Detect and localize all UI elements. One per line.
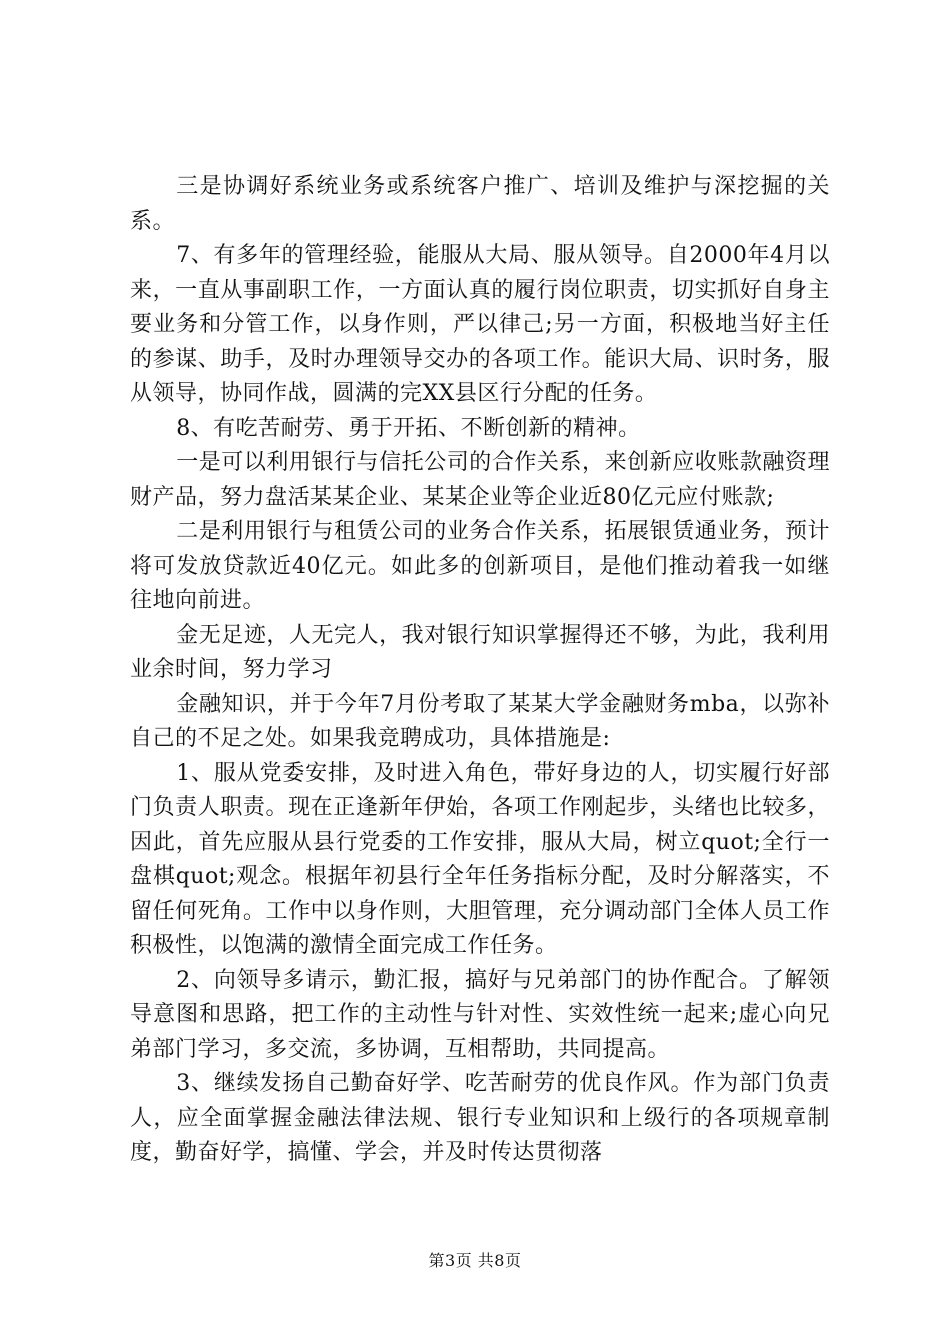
paragraph-8: 1、服从党委安排，及时进入角色，带好身边的人，切实履行好部门负责人职责。现在正逢新年伊始，各项工作刚起步，头绪也比较多，因此，首先应服从县行党委的工作安排，服从大局，树立quot;全行一盘棋quot;观念。根据年初县行全年任务指标分配，及时分解落实，不留任何死角。工作中以身作则，大胆管理，充分调动部门全体人员工作积极性，以饱满的激情全面完成工作任务。	[130, 760, 830, 958]
paragraph-7: 金融知识，并于今年7月份考取了某某大学金融财务mba，以弥补自己的不足之处。如果我竞聘成功，具体措施是:	[130, 691, 830, 751]
paragraph-10: 3、继续发扬自己勤奋好学、吃苦耐劳的优良作风。作为部门负责人，应全面掌握金融法律法规、银行专业知识和上级行的各项规章制度，勤奋好学，搞懂、学会，并及时传达贯彻落	[130, 1071, 830, 1165]
paragraph-5: 二是利用银行与租赁公司的业务合作关系，拓展银赁通业务，预计将可发放贷款近40亿元。如此多的创新项目，是他们推动着我一如继往地向前进。	[130, 519, 830, 613]
paragraph-1: 三是协调好系统业务或系统客户推广、培训及维护与深挖掘的关系。	[130, 174, 830, 234]
paragraph-4: 一是可以利用银行与信托公司的合作关系，来创新应收账款融资理财产品，努力盘活某某企业、某某企业等企业近80亿元应付账款;	[130, 450, 830, 510]
paragraph-6: 金无足迹，人无完人，我对银行知识掌握得还不够，为此，我利用业余时间，努力学习	[130, 622, 830, 682]
paragraph-3: 8、有吃苦耐劳、勇于开拓、不断创新的精神。	[176, 415, 641, 441]
paragraph-2: 7、有多年的管理经验，能服从大局、服从领导。自2000年4月以来，一直从事副职工作，一方面认真的履行岗位职责，切实抓好自身主要业务和分管工作，以身作则，严以律己;另一方面，积极地当好主任的参谋、助手，及时办理领导交办的各项工作。能识大局、识时务，服从领导，协同作战，圆满的完XX县区行分配的任务。	[130, 243, 830, 406]
paragraph-9: 2、向领导多请示，勤汇报，搞好与兄弟部门的协作配合。了解领导意图和思路，把工作的主动性与针对性、实效性统一起来;虚心向兄弟部门学习，多交流，多协调，互相帮助，共同提高。	[130, 967, 830, 1062]
page-number-footer: 第3页 共8页	[428, 1251, 522, 1270]
body-text	[130, 170, 830, 1171]
